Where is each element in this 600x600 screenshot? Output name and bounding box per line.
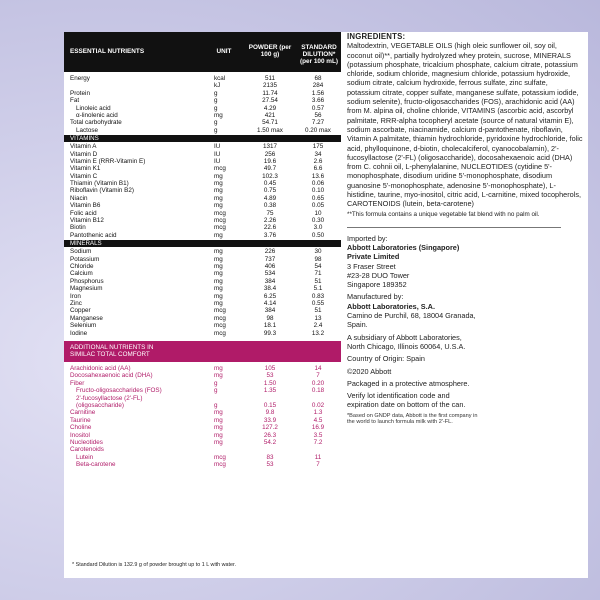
- verify-block: [347, 391, 583, 410]
- standard-value: 7: [316, 372, 320, 380]
- standard-value: 13.6: [311, 172, 325, 180]
- nutrient-unit: g: [214, 104, 218, 112]
- standard-value: 2.6: [313, 157, 323, 165]
- standard-value: 7.2: [313, 438, 323, 446]
- nutrient-name: Vitamin C: [70, 172, 98, 180]
- standard-value: 0.02: [311, 402, 325, 410]
- nutrient-unit: kJ: [214, 82, 221, 90]
- nutrient-unit: mg: [214, 292, 223, 300]
- powder-value: 737: [264, 255, 276, 263]
- standard-value: 2.4: [313, 322, 323, 330]
- standard-value: 6.6: [313, 165, 323, 173]
- table-row: [64, 256, 341, 263]
- additional-group: [64, 365, 341, 468]
- nutrient-name: Chloride: [70, 262, 94, 270]
- nutrient-name: 2'-fucosyllactose (2'-FL): [76, 394, 143, 402]
- table-row: [64, 461, 341, 468]
- nutrient-unit: mg: [214, 438, 223, 446]
- table-row: [64, 158, 341, 165]
- powder-value: 11.74: [262, 89, 278, 97]
- powder-value: 1.50 max: [257, 126, 283, 134]
- powder-value: 53: [266, 461, 274, 469]
- powder-value: 102.3: [262, 172, 278, 180]
- nutrient-unit: mcg: [214, 453, 226, 461]
- nutrient-name: Copper: [70, 307, 91, 315]
- nutrient-name: Beta-carotene: [76, 461, 116, 469]
- table-row: [64, 165, 341, 172]
- nutrient-unit: g: [214, 89, 218, 97]
- divider: [347, 227, 561, 228]
- nutrient-name: Potassium: [70, 255, 100, 263]
- table-row: [64, 248, 341, 255]
- powder-value: 49.7: [263, 165, 277, 173]
- nutrient-unit: mg: [214, 262, 223, 270]
- powder-value: 1.50: [263, 379, 277, 387]
- table-row: [64, 202, 341, 209]
- table-row: [64, 143, 341, 150]
- standard-value: 13: [314, 314, 322, 322]
- table-row: [64, 195, 341, 202]
- table-row: [64, 75, 341, 82]
- standard-value: 0.05: [311, 202, 325, 210]
- standard-value: 5.1: [313, 285, 323, 293]
- table-row: [64, 409, 341, 416]
- table-row: [64, 263, 341, 270]
- powder-value: 26.3: [263, 431, 277, 439]
- ingredients-column: [347, 32, 583, 426]
- manufacturer-block: [347, 292, 583, 329]
- table-row: [64, 315, 341, 322]
- powder-value: 2.26: [263, 217, 277, 225]
- table-row: [64, 210, 341, 217]
- table-row: [64, 380, 341, 387]
- dilution-footnote: * Standard Dilution is 132.9 g of powder brought up to 1 L with water.: [72, 562, 237, 568]
- table-row: [64, 112, 341, 119]
- powder-value: 0.38: [263, 202, 277, 210]
- powder-value: 0.15: [263, 402, 277, 410]
- table-row: [64, 82, 341, 89]
- nutrient-name: Vitamin K1: [70, 165, 101, 173]
- standard-value: 51: [314, 307, 322, 315]
- nutrient-unit: mg: [214, 194, 223, 202]
- nutrient-name: Total carbohydrate: [70, 119, 122, 127]
- nutrient-unit: mg: [214, 409, 223, 417]
- nutrient-unit: IU: [214, 150, 221, 158]
- nutrient-name: Docosahexaenoic acid (DHA): [70, 372, 153, 380]
- nutrient-unit: g: [214, 126, 218, 134]
- standard-value: 0.65: [311, 194, 325, 202]
- nutrient-name: Protein: [70, 89, 90, 97]
- standard-value: 98: [314, 255, 322, 263]
- standard-value: 11: [314, 453, 322, 461]
- nutrient-name: Selenium: [70, 322, 97, 330]
- additional-header: [64, 341, 341, 362]
- gndp-note: [347, 413, 583, 426]
- powder-value: 0.45: [263, 180, 277, 188]
- powder-value: 6.25: [263, 292, 277, 300]
- powder-value: 27.54: [262, 97, 278, 105]
- powder-value: 0.75: [263, 187, 277, 195]
- nutrient-unit: mcg: [214, 165, 226, 173]
- table-row: [64, 105, 341, 112]
- table-row: [64, 293, 341, 300]
- standard-value: 284: [312, 82, 324, 90]
- table-row: [64, 432, 341, 439]
- nutrient-unit: mcg: [214, 322, 226, 330]
- standard-value: 0.20 max: [305, 126, 331, 134]
- nutrient-unit: mg: [214, 202, 223, 210]
- standard-value: 0.30: [311, 217, 325, 225]
- nutrient-name: Riboflavin (Vitamin B2): [70, 187, 134, 195]
- nutrient-unit: mg: [214, 416, 223, 424]
- nutrient-name: Niacin: [70, 194, 88, 202]
- nutrient-name: Carotenoids: [70, 446, 104, 454]
- table-row: [64, 300, 341, 307]
- nutrient-name: Calcium: [70, 270, 93, 278]
- nutrient-name: Folic acid: [70, 209, 97, 217]
- nutrient-name: Phosphorus: [70, 277, 104, 285]
- table-row: [64, 187, 341, 194]
- nutrient-name: Iodine: [70, 329, 88, 337]
- table-body: [64, 72, 341, 469]
- standard-value: 7: [316, 461, 320, 469]
- powder-value: 33.9: [263, 416, 277, 424]
- powder-value: 256: [264, 150, 276, 158]
- nutrient-unit: mcg: [214, 209, 226, 217]
- nutrient-unit: g: [214, 119, 218, 127]
- powder-value: 54.71: [262, 119, 278, 127]
- importer-name-1: Abbott Laboratories (Singapore): [347, 242, 460, 252]
- table-row: [64, 446, 341, 453]
- macros-group: [64, 75, 341, 134]
- standard-value: 16.9: [311, 424, 325, 432]
- powder-value: 53: [266, 372, 274, 380]
- nutrient-unit: mg: [214, 255, 223, 263]
- powder-value: 4.29: [263, 104, 277, 112]
- nutrient-name: Biotin: [70, 224, 86, 232]
- table-row: [64, 285, 341, 292]
- nutrient-unit: IU: [214, 157, 221, 165]
- nutrient-name: Thiamin (Vitamin B1): [70, 180, 129, 188]
- table-row: [64, 417, 341, 424]
- powder-value: 406: [264, 262, 276, 270]
- standard-value: 0.50: [311, 231, 325, 239]
- powder-value: 83: [266, 453, 274, 461]
- standard-value: 56: [314, 111, 322, 119]
- header-standard: STANDARD DILUTION* (per 100 mL): [299, 44, 338, 65]
- nutrient-name: Vitamin D: [70, 150, 98, 158]
- nutrient-name: Carnitine: [70, 409, 96, 417]
- standard-value: 14: [314, 365, 322, 373]
- powder-value: 1317: [262, 143, 277, 151]
- powder-value: 18.1: [263, 322, 277, 330]
- nutrient-unit: mg: [214, 111, 223, 119]
- powder-value: 99.3: [263, 329, 277, 337]
- nutrient-name: Manganese: [70, 314, 103, 322]
- standard-value: 4.5: [313, 416, 323, 424]
- standard-value: 51: [314, 277, 322, 285]
- table-row: [64, 424, 341, 431]
- powder-value: 511: [264, 75, 276, 82]
- nutrient-unit: mg: [214, 285, 223, 293]
- ingredients-text: Maltodextrin, VEGETABLE OILS (high oleic sunflower oil, soy oil, coconut oil)**, partially hydrolyzed whey protein, sucrose, MINERALS (potassium phosphate, tricalcium phosphate, calcium citrate, potassium chloride, sodium chloride, magnesium chloride, potassium hydroxide, sodium citrate, calcium hydroxide, ferrous sulfate, zinc sulfate, potassium citrate, copper sulfate, manganese sulfate, potassium iodide, sodium selenite), fructo-oligosaccharides (FOS), arachidonic acid (AA) from M. alpina oil, choline chloride, VITAMINS (ascorbic acid, ascorbyl palmitate, RRR-alpha tocopheryl acetate (source of natural vitamin E), sodium ascorbate, niacinamide, calcium d-pantothenate, riboflavin, Vitamin A palmitate, thiamin hydrochloride, pyridoxine hydrochloride, folic acid, phylloquinone, d-biotin, cholecalciferol, cyanocobalamin), 2'-fucosyllactose (2'-FL) (oligosaccharide), docosahexaenoic acid (DHA) from C. cohnii oil, L-phenylalanine, NUCLEOTIDES (cytidine 5'-monophosphate, disodium uridine 5'-monophosphate, disodium guanosine 5'-monophosphate, adenosine 5'-monophosphate), L-histidine, taurine, myo-inositol, citric acid, L-carnitine, mixed tocopherols, CAROTENOIDS (lutein, beta-carotene): [347, 41, 583, 209]
- subsidiary-block: [347, 333, 583, 352]
- manufacturer-name: Abbott Laboratories, S.A.: [347, 301, 435, 311]
- table-row: [64, 307, 341, 314]
- table-row: [64, 372, 341, 379]
- standard-value: 0.10: [311, 187, 325, 195]
- nutrient-unit: mg: [214, 187, 223, 195]
- nutrient-name: Zinc: [70, 299, 82, 307]
- subsidiary-line-2: North Chicago, Illinois 60064, U.S.A.: [347, 341, 466, 351]
- nutrient-name: α-linolenic acid: [76, 111, 118, 119]
- manufacturer-addr-1: Camino de Purchil, 68, 18004 Granada,: [347, 311, 476, 321]
- nutrient-unit: mcg: [214, 329, 226, 337]
- powder-value: 1.35: [263, 387, 277, 395]
- importer-addr-1: 3 Fraser Street: [347, 261, 396, 271]
- powder-value: 54.2: [263, 438, 277, 446]
- table-row: [64, 270, 341, 277]
- powder-value: 4.89: [263, 194, 277, 202]
- country-of-origin: Country of Origin: Spain: [347, 354, 425, 364]
- nutrient-unit: mg: [214, 231, 223, 239]
- nutrient-unit: IU: [214, 143, 221, 151]
- powder-value: 105: [264, 365, 276, 373]
- powder-value: 75: [266, 209, 274, 217]
- packaged-note: Packaged in a protective atmosphere.: [347, 378, 470, 388]
- nutrient-name: Linoleic acid: [76, 104, 111, 112]
- additional-header-line1: ADDITIONAL NUTRIENTS IN: [70, 343, 154, 351]
- nutrient-unit: mcg: [214, 314, 226, 322]
- table-row: [64, 90, 341, 97]
- table-header: [64, 32, 341, 72]
- table-row: [64, 387, 341, 394]
- powder-value: 38.4: [263, 285, 277, 293]
- standard-value: 3.5: [313, 431, 323, 439]
- standard-value: 3.66: [311, 97, 325, 105]
- nutrient-name: Vitamin B12: [70, 217, 104, 225]
- importer-name-2: Private Limited: [347, 252, 400, 262]
- nutrient-name: Fat: [70, 97, 80, 105]
- powder-value: 384: [264, 277, 276, 285]
- vitamins-header: VITAMINS: [64, 135, 341, 142]
- nutrient-unit: mg: [214, 365, 223, 373]
- copyright: ©2020 Abbott: [347, 366, 392, 376]
- powder-value: 22.6: [263, 224, 277, 232]
- header-unit: UNIT: [216, 48, 232, 55]
- table-row: [64, 330, 341, 337]
- verify-line-2: expiration date on bottom of the can.: [347, 400, 466, 410]
- minerals-header: MINERALS: [64, 240, 341, 247]
- powder-value: 98: [266, 314, 274, 322]
- nutrient-name: Fiber: [70, 379, 85, 387]
- nutrient-unit: g: [214, 402, 218, 410]
- nutrient-name: Energy: [70, 75, 90, 82]
- nutrient-unit: mg: [214, 372, 223, 380]
- importer-addr-2: #23-28 DUO Tower: [347, 270, 410, 280]
- powder-value: 421: [264, 111, 276, 119]
- palm-oil-note: **This formula contains a unique vegetable fat blend with no palm oil.: [347, 210, 540, 218]
- nutrition-table: [64, 32, 341, 578]
- standard-value: 71: [314, 270, 322, 278]
- manufacturer-addr-2: Spain.: [347, 320, 368, 330]
- nutrient-unit: mcg: [214, 461, 226, 469]
- standard-value: 0.55: [311, 299, 325, 307]
- header-powder: POWDER (per 100 g): [248, 44, 292, 58]
- powder-value: 9.8: [265, 409, 275, 417]
- nutrient-name: Fructo-oligosaccharides (FOS): [76, 387, 162, 395]
- table-row: [64, 278, 341, 285]
- nutrient-name: Vitamin B6: [70, 202, 101, 210]
- standard-value: 0.18: [311, 387, 325, 395]
- nutrient-unit: mcg: [214, 217, 226, 225]
- standard-value: 7.27: [311, 119, 325, 127]
- table-row: [64, 173, 341, 180]
- manufacturer-label: Manufactured by:: [347, 292, 404, 302]
- standard-value: 54: [314, 262, 322, 270]
- ingredients-title: INGREDIENTS:: [347, 32, 406, 41]
- standard-value: 0.83: [311, 292, 325, 300]
- standard-value: 1.56: [311, 89, 325, 97]
- nutrient-unit: mcg: [214, 307, 226, 315]
- nutrient-name: Iron: [70, 292, 81, 300]
- powder-value: 226: [264, 248, 276, 256]
- table-row: [64, 395, 341, 402]
- nutrient-name: Choline: [70, 424, 92, 432]
- nutrient-unit: mg: [214, 270, 223, 278]
- table-row: [64, 232, 341, 239]
- table-row: [64, 127, 341, 134]
- nutrient-name: Lactose: [76, 126, 99, 134]
- standard-value: 0.06: [311, 180, 325, 188]
- nutrient-name: Arachidonic acid (AA): [70, 365, 131, 373]
- standard-value: 13.2: [311, 329, 325, 337]
- importer-block: [347, 234, 583, 290]
- powder-value: 384: [264, 307, 276, 315]
- nutrient-unit: g: [214, 97, 218, 105]
- standard-value: 34: [314, 150, 322, 158]
- nutrient-unit: mg: [214, 277, 223, 285]
- nutrient-name: Magnesium: [70, 285, 103, 293]
- table-row: [64, 439, 341, 446]
- importer-label: Imported by:: [347, 233, 388, 243]
- nutrient-name: Pantothenic acid: [70, 231, 117, 239]
- nutrient-name: (oligosaccharide): [76, 402, 124, 410]
- standard-value: 0.20: [311, 379, 325, 387]
- nutrient-unit: mg: [214, 248, 223, 256]
- table-row: [64, 119, 341, 126]
- gndp-line-1: *Based on GNDP data, Abbott is the first company in: [347, 412, 478, 419]
- standard-value: 0.57: [311, 104, 325, 112]
- nutrient-unit: g: [214, 379, 218, 387]
- nutrient-unit: kcal: [214, 75, 226, 82]
- nutrient-unit: mg: [214, 431, 223, 439]
- nutrient-unit: mg: [214, 424, 223, 432]
- powder-value: 127.2: [262, 424, 278, 432]
- nutrient-unit: mg: [214, 172, 223, 180]
- nutrient-unit: g: [214, 387, 218, 395]
- header-nutrients: ESSENTIAL NUTRIENTS: [70, 48, 145, 55]
- standard-value: 3.0: [313, 224, 323, 232]
- nutrient-name: Nucleotides: [70, 438, 103, 446]
- minerals-group: [64, 248, 341, 337]
- table-row: [64, 180, 341, 187]
- powder-value: 4.14: [263, 299, 277, 307]
- powder-value: 2135: [262, 82, 277, 90]
- table-row: [64, 151, 341, 158]
- gndp-line-2: the world to launch formula milk with 2'-FL.: [347, 419, 453, 426]
- additional-header-line2: SIMILAC TOTAL COMFORT: [70, 351, 150, 359]
- powder-value: 19.6: [263, 157, 277, 165]
- table-row: [64, 454, 341, 461]
- powder-value: 534: [264, 270, 276, 278]
- table-row: [64, 402, 341, 409]
- verify-line-1: Verify lot identification code and: [347, 391, 450, 401]
- table-row: [64, 224, 341, 231]
- table-row: [64, 365, 341, 372]
- table-row: [64, 322, 341, 329]
- standard-value: 1.3: [313, 409, 323, 417]
- nutrient-unit: mg: [214, 180, 223, 188]
- nutrient-name: Inositol: [70, 431, 90, 439]
- nutrient-name: Sodium: [70, 248, 92, 256]
- table-row: [64, 97, 341, 104]
- nutrient-unit: mcg: [214, 224, 226, 232]
- standard-value: 10: [314, 209, 322, 217]
- nutrient-unit: mg: [214, 299, 223, 307]
- table-row: [64, 217, 341, 224]
- standard-value: 30: [314, 248, 322, 256]
- vitamins-group: [64, 143, 341, 239]
- importer-addr-3: Singapore 189352: [347, 280, 407, 290]
- standard-value: 68: [314, 75, 322, 82]
- subsidiary-line-1: A subsidiary of Abbott Laboratories,: [347, 332, 462, 342]
- nutrient-name: Vitamin A: [70, 143, 97, 151]
- nutrient-name: Taurine: [70, 416, 91, 424]
- standard-value: 175: [312, 143, 324, 151]
- nutrient-name: Vitamin E (RRR-Vitamin E): [70, 157, 146, 165]
- nutrient-name: Lutein: [76, 453, 94, 461]
- powder-value: 3.76: [263, 231, 277, 239]
